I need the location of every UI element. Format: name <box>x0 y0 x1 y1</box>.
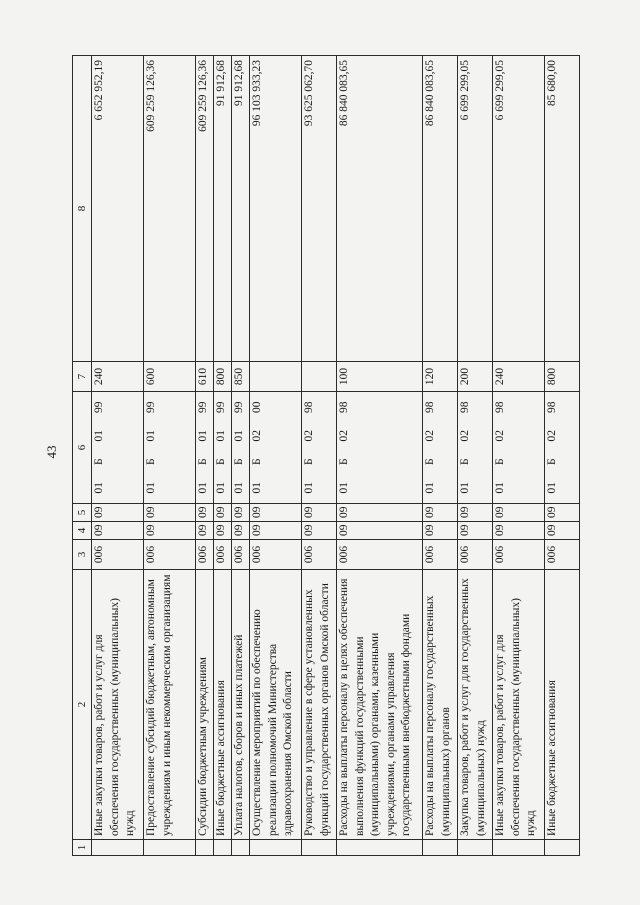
target-article-part: 99 <box>145 401 157 413</box>
row-number-cell <box>214 840 232 856</box>
target-article-part: 01 <box>424 482 436 494</box>
header-cell: 4 <box>73 522 92 540</box>
table-row <box>196 56 214 856</box>
row-number-cell <box>458 840 493 856</box>
amount-cell: 86 840 083,65 <box>423 56 458 362</box>
table-row <box>302 56 337 856</box>
section-code-cell: 09 <box>458 522 493 540</box>
section-code-cell: 09 <box>423 522 458 540</box>
target-article-part: Б <box>251 458 263 466</box>
row-number-cell <box>92 840 144 856</box>
row-number-cell <box>337 840 423 856</box>
description-cell: Расходы на выплаты персоналу государственных (муниципальных) органов <box>423 570 458 840</box>
target-article-part: 01 <box>251 482 263 494</box>
amount-cell: 609 259 126,36 <box>144 56 196 362</box>
target-article-part: Б <box>494 458 506 466</box>
target-article-cell <box>337 392 423 504</box>
expense-type-cell: 240 <box>92 362 144 392</box>
ministry-code-cell: 006 <box>214 540 232 570</box>
target-article-part: 99 <box>233 401 245 413</box>
expense-type-cell: 100 <box>337 362 423 392</box>
target-article-cell <box>423 392 458 504</box>
target-article-part: Б <box>424 458 436 466</box>
header-cell: 3 <box>73 540 92 570</box>
target-article-cell <box>196 392 214 504</box>
expense-type-cell: 850 <box>232 362 250 392</box>
description-cell: Субсидии бюджетным учреждениям <box>196 570 214 840</box>
subsection-code-cell: 09 <box>545 504 580 522</box>
description-cell: Иные бюджетные ассигнования <box>545 570 580 840</box>
ministry-code-cell: 006 <box>545 540 580 570</box>
header-cell: 7 <box>73 362 92 392</box>
target-article-cell <box>214 392 232 504</box>
section-code-cell: 09 <box>214 522 232 540</box>
row-number-cell <box>545 840 580 856</box>
table-row <box>423 56 458 856</box>
target-article-cell <box>144 392 196 504</box>
description-cell: Предоставление субсидий бюджетным, автономным учреждениям и иным некоммерческим организациям <box>144 570 196 840</box>
expense-type-cell: 600 <box>144 362 196 392</box>
target-article-part: Б <box>93 458 105 466</box>
target-article-part: 98 <box>459 401 471 413</box>
target-article-part: 02 <box>546 429 558 442</box>
target-article-cell <box>545 392 580 504</box>
table-row <box>144 56 196 856</box>
amount-cell: 86 840 083,65 <box>337 56 423 362</box>
amount-cell: 91 912,68 <box>214 56 232 362</box>
target-article-part: 99 <box>197 401 209 413</box>
expense-type-cell <box>302 362 337 392</box>
ministry-code-cell: 006 <box>493 540 545 570</box>
target-article-cell <box>92 392 144 504</box>
ministry-code-cell: 006 <box>250 540 302 570</box>
target-article-cell <box>458 392 493 504</box>
target-article-part: Б <box>215 458 227 466</box>
target-article-part: 98 <box>303 401 315 413</box>
description-cell: Руководство и управление в сфере установленных функций государственных органов Омской области <box>302 570 337 840</box>
expense-type-cell: 200 <box>458 362 493 392</box>
target-article-part: 02 <box>424 429 436 442</box>
section-code-cell: 09 <box>545 522 580 540</box>
expense-type-cell <box>250 362 302 392</box>
subsection-code-cell: 09 <box>196 504 214 522</box>
description-cell: Закупка товаров, работ и услуг для государственных (муниципальных) нужд <box>458 570 493 840</box>
amount-cell: 609 259 126,36 <box>196 56 214 362</box>
ministry-code-cell: 006 <box>337 540 423 570</box>
ministry-code-cell: 006 <box>423 540 458 570</box>
target-article-part: 98 <box>338 401 350 413</box>
target-article-part: 02 <box>303 429 315 442</box>
row-number-cell <box>196 840 214 856</box>
target-article-part: Б <box>546 458 558 466</box>
table-body <box>92 56 580 856</box>
table-row <box>337 56 423 856</box>
target-article-part: 01 <box>233 482 245 494</box>
expense-type-cell: 610 <box>196 362 214 392</box>
description-cell: Уплата налогов, сборов и иных платежей <box>232 570 250 840</box>
target-article-part: 01 <box>546 482 558 494</box>
target-article-cell <box>232 392 250 504</box>
table-row <box>458 56 493 856</box>
expense-type-cell: 800 <box>214 362 232 392</box>
target-article-part: 98 <box>546 401 558 413</box>
section-code-cell: 09 <box>302 522 337 540</box>
target-article-part: 01 <box>215 482 227 494</box>
amount-cell: 6 699 299,05 <box>493 56 545 362</box>
target-article-part: 01 <box>145 429 157 442</box>
amount-cell: 6 699 299,05 <box>458 56 493 362</box>
amount-cell: 93 625 062,70 <box>302 56 337 362</box>
target-article-part: 01 <box>215 429 227 442</box>
table-row <box>545 56 580 856</box>
section-code-cell: 09 <box>337 522 423 540</box>
target-article-part: 01 <box>197 429 209 442</box>
row-number-cell <box>302 840 337 856</box>
target-article-part: 02 <box>494 429 506 442</box>
section-code-cell: 09 <box>250 522 302 540</box>
table-row <box>493 56 545 856</box>
subsection-code-cell: 09 <box>423 504 458 522</box>
subsection-code-cell: 09 <box>458 504 493 522</box>
header-cell: 5 <box>73 504 92 522</box>
target-article-part: Б <box>145 458 157 466</box>
target-article-part: 98 <box>424 401 436 413</box>
table-row <box>92 56 144 856</box>
target-article-cell <box>302 392 337 504</box>
subsection-code-cell: 09 <box>232 504 250 522</box>
expense-type-cell: 120 <box>423 362 458 392</box>
ministry-code-cell: 006 <box>302 540 337 570</box>
section-code-cell: 09 <box>92 522 144 540</box>
target-article-part: Б <box>459 458 471 466</box>
target-article-part: Б <box>233 458 245 466</box>
amount-cell: 96 103 933,23 <box>250 56 302 362</box>
description-cell: Иные бюджетные ассигнования <box>214 570 232 840</box>
target-article-part: 00 <box>251 401 263 413</box>
target-article-part: 01 <box>233 429 245 442</box>
page-number: 43 <box>44 445 59 459</box>
header-cell: 1 <box>73 840 92 856</box>
ministry-code-cell: 006 <box>144 540 196 570</box>
section-code-cell: 09 <box>196 522 214 540</box>
description-cell: Иные закупки товаров, работ и услуг для обеспечения государственных (муниципальных) нужд <box>92 570 144 840</box>
target-article-part: Б <box>338 458 350 466</box>
subsection-code-cell: 09 <box>214 504 232 522</box>
target-article-part: 01 <box>459 482 471 494</box>
row-number-cell <box>250 840 302 856</box>
target-article-part: Б <box>303 458 315 466</box>
ministry-code-cell: 006 <box>196 540 214 570</box>
target-article-part: 01 <box>93 482 105 494</box>
target-article-part: 01 <box>197 482 209 494</box>
subsection-code-cell: 09 <box>493 504 545 522</box>
target-article-cell <box>493 392 545 504</box>
ministry-code-cell: 006 <box>92 540 144 570</box>
header-cell: 8 <box>73 56 92 362</box>
budget-table <box>72 55 580 856</box>
target-article-part: 99 <box>93 401 105 413</box>
subsection-code-cell: 09 <box>92 504 144 522</box>
target-article-part: 01 <box>93 429 105 442</box>
target-article-cell <box>250 392 302 504</box>
subsection-code-cell: 09 <box>144 504 196 522</box>
amount-cell: 85 680,00 <box>545 56 580 362</box>
target-article-part: 01 <box>494 482 506 494</box>
target-article-part: 02 <box>459 429 471 442</box>
section-code-cell: 09 <box>144 522 196 540</box>
description-cell: Расходы на выплаты персоналу в целях обеспечения выполнения функций государственными (муниципальными) органами, казенными учреждениями, органами управления государственными внебюджетными фондами <box>337 570 423 840</box>
target-article-part: 01 <box>145 482 157 494</box>
ministry-code-cell: 006 <box>458 540 493 570</box>
target-article-part: Б <box>197 458 209 466</box>
ministry-code-cell: 006 <box>232 540 250 570</box>
header-cell: 6 <box>73 392 92 504</box>
subsection-code-cell: 09 <box>337 504 423 522</box>
row-number-cell <box>493 840 545 856</box>
expense-type-cell: 240 <box>493 362 545 392</box>
description-cell: Осуществление мероприятий по обеспечению реализации полномочий Министерства здравоохранения Омской области <box>250 570 302 840</box>
row-number-cell <box>232 840 250 856</box>
subsection-code-cell: 09 <box>302 504 337 522</box>
target-article-part: 02 <box>338 429 350 442</box>
section-code-cell: 09 <box>232 522 250 540</box>
section-code-cell: 09 <box>493 522 545 540</box>
expense-type-cell: 800 <box>545 362 580 392</box>
amount-cell: 6 652 952,19 <box>92 56 144 362</box>
row-number-cell <box>144 840 196 856</box>
subsection-code-cell: 09 <box>250 504 302 522</box>
target-article-part: 01 <box>303 482 315 494</box>
description-cell: Иные закупки товаров, работ и услуг для обеспечения государственных (муниципальных) нужд <box>493 570 545 840</box>
target-article-part: 01 <box>338 482 350 494</box>
row-number-cell <box>423 840 458 856</box>
target-article-part: 99 <box>215 401 227 413</box>
table-row <box>214 56 232 856</box>
rotated-table-container <box>72 56 560 856</box>
table-row <box>232 56 250 856</box>
header-row <box>73 56 92 856</box>
target-article-part: 98 <box>494 401 506 413</box>
table-row <box>250 56 302 856</box>
target-article-part: 02 <box>251 429 263 442</box>
header-cell: 2 <box>73 570 92 840</box>
amount-cell: 91 912,68 <box>232 56 250 362</box>
